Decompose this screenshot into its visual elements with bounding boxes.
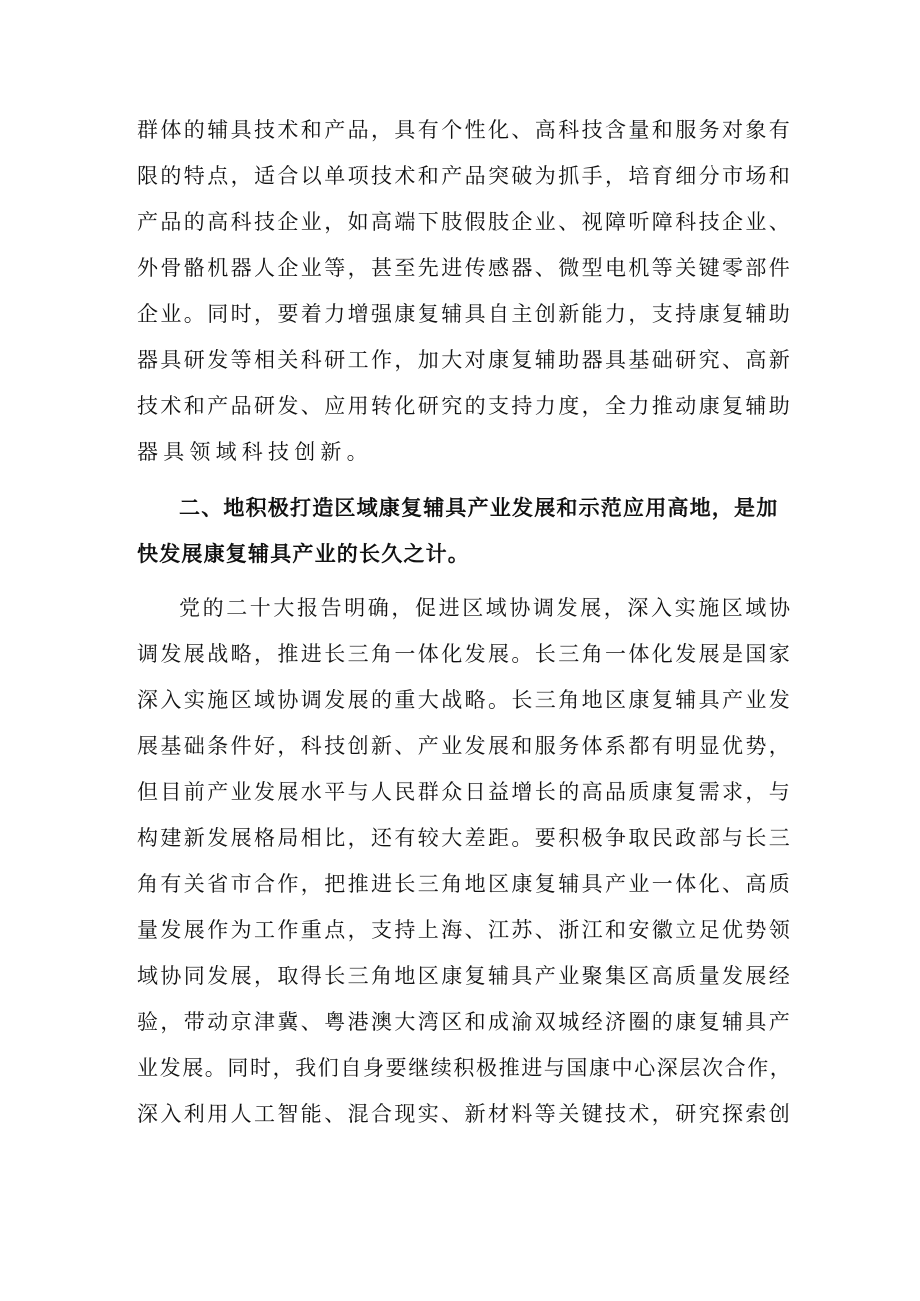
- text-line: 技术和产品研发、应用转化研究的支持力度，全力推动康复辅助: [137, 394, 793, 418]
- text-line: 限的特点，适合以单项技术和产品突破为抓手，培育细分市场和: [137, 164, 793, 188]
- text-line: 调发展战略，推进长三角一体化发展。长三角一体化发展是国家: [137, 642, 793, 666]
- heading-line: 二、地积极打造区域康复辅具产业发展和示范应用高地，是加: [179, 496, 779, 520]
- text-line: 构建新发展格局相比，还有较大差距。要积极争取民政部与长三: [137, 826, 793, 850]
- text-line: 但目前产业发展水平与人民群众日益增长的高品质康复需求，与: [137, 780, 793, 804]
- section-heading: [137, 485, 797, 577]
- paragraph-2: [137, 585, 797, 1137]
- text-line: 产品的高科技企业，如高端下肢假肢企业、视障听障科技企业、: [137, 210, 793, 234]
- text-line: 企业。同时，要着力增强康复辅具自主创新能力，支持康复辅助: [137, 302, 793, 326]
- text-line: 器具研发等相关科研工作，加大对康复辅助器具基础研究、高新: [137, 348, 793, 372]
- text-line: 验，带动京津冀、粤港澳大湾区和成渝双城经济圈的康复辅具产: [137, 1010, 793, 1034]
- text-line: 深入实施区域协调发展的重大战略。长三角地区康复辅具产业发: [137, 688, 793, 712]
- text-line: 展基础条件好，科技创新、产业发展和服务体系都有明显优势，: [137, 734, 793, 758]
- paragraph-1: [137, 107, 797, 475]
- heading-line: 快发展康复辅具产业的长久之计。: [137, 542, 470, 566]
- text-line: 党的二十大报告明确，促进区域协调发展，深入实施区域协: [179, 596, 793, 620]
- text-line: 量发展作为工作重点，支持上海、江苏、浙江和安徽立足优势领: [137, 918, 793, 942]
- text-line: 角有关省市合作，把推进长三角地区康复辅具产业一体化、高质: [137, 872, 793, 896]
- text-line: 业发展。同时，我们自身要继续积极推进与国康中心深层次合作，: [137, 1056, 793, 1080]
- text-line: 域协同发展，取得长三角地区康复辅具产业聚集区高质量发展经: [137, 964, 793, 988]
- text-line: 器具领域科技创新。: [137, 440, 373, 464]
- text-line: 外骨骼机器人企业等，甚至先进传感器、微型电机等关键零部件: [137, 256, 793, 280]
- text-line: 深入利用人工智能、混合现实、新材料等关键技术，研究探索创: [137, 1102, 793, 1126]
- text-line: 群体的辅具技术和产品，具有个性化、高科技含量和服务对象有: [137, 118, 793, 142]
- document-page: [137, 107, 797, 1137]
